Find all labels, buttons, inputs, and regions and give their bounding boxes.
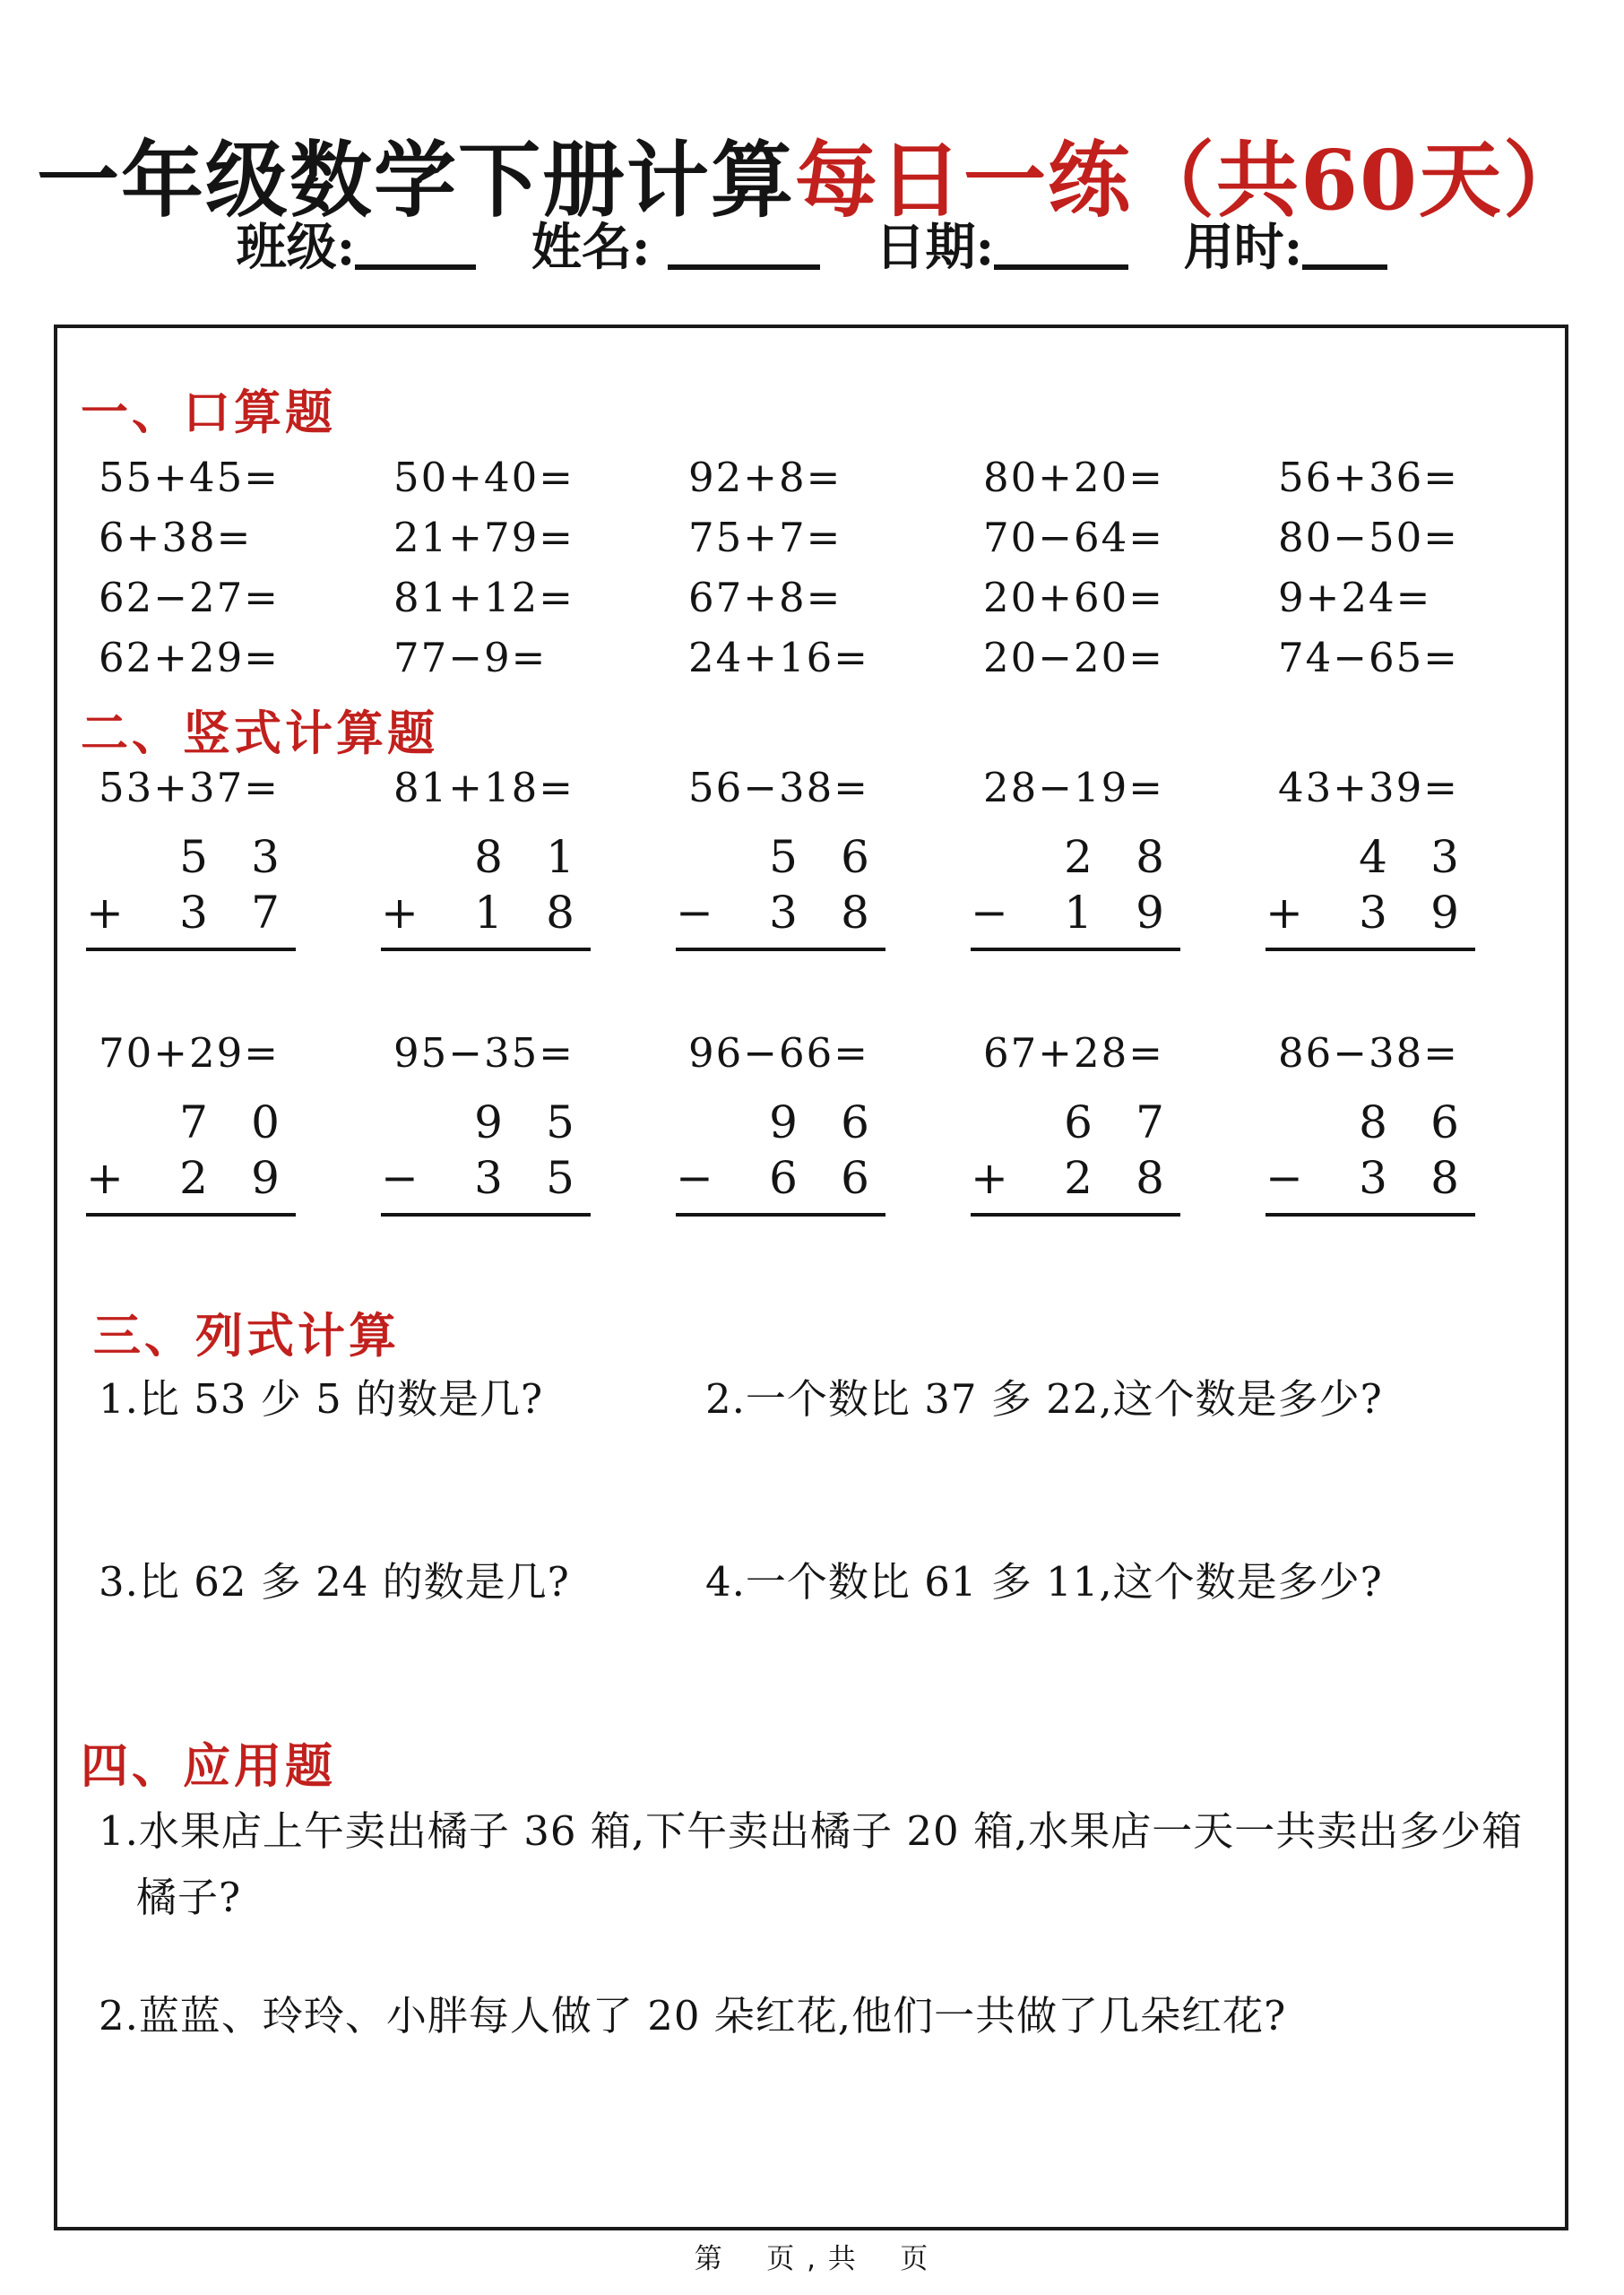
expression-problem: 1.比 53 少 5 的数是几? bbox=[99, 1375, 544, 1423]
stack-digit: 6 bbox=[841, 1152, 869, 1204]
stack-bottom-row bbox=[381, 1152, 596, 1208]
stack-digit: 9 bbox=[251, 1152, 280, 1204]
oral-problem: 21+79= bbox=[393, 514, 574, 561]
stack-bottom-row bbox=[971, 887, 1186, 942]
stack-top-row bbox=[971, 1096, 1186, 1152]
stack-digit: 9 bbox=[1430, 887, 1459, 939]
vertical-problems-row bbox=[86, 764, 1573, 951]
vertical-problem bbox=[676, 1029, 983, 1217]
page-footer: 第 页 , 共 页 bbox=[694, 2243, 930, 2275]
stack-digit: 9 bbox=[769, 1096, 798, 1148]
stack-digit: 3 bbox=[179, 887, 208, 939]
equation-text: 67+28= bbox=[983, 1029, 1164, 1077]
vertical-problem bbox=[1266, 764, 1573, 951]
stack-operator: + bbox=[381, 887, 419, 939]
answer-line[interactable] bbox=[86, 1213, 296, 1217]
answer-line[interactable] bbox=[971, 948, 1180, 951]
stack-digit: 5 bbox=[546, 1152, 574, 1204]
stack-operator: + bbox=[86, 887, 124, 939]
equation-text: 28−19= bbox=[983, 764, 1164, 811]
stack-digit: 4 bbox=[1359, 831, 1387, 883]
section-expression-heading: 三、列式计算 bbox=[93, 1308, 400, 1364]
stack-operator-spacer bbox=[1266, 1096, 1337, 1152]
oral-problem: 92+8= bbox=[688, 454, 842, 501]
application-problem: 2.蓝蓝、玲玲、小胖每人做了 20 朵红花,他们一共做了几朵红花? bbox=[99, 1992, 1287, 2040]
answer-line[interactable] bbox=[1266, 948, 1475, 951]
stack-digit: 8 bbox=[546, 887, 574, 939]
oral-problem: 75+7= bbox=[688, 514, 842, 561]
stack-digit: 2 bbox=[179, 1152, 208, 1204]
stack-top-row bbox=[676, 831, 891, 887]
equation-text: 96−66= bbox=[688, 1029, 869, 1077]
page-title-black: 一年级数学下册计算 bbox=[36, 131, 795, 229]
oral-problem: 74−65= bbox=[1278, 634, 1459, 681]
stack-digit: 6 bbox=[769, 1152, 798, 1204]
stack-top-row bbox=[676, 1096, 891, 1152]
page-title-red: 每日一练（共60天） bbox=[794, 131, 1588, 229]
oral-problem: 20+60= bbox=[983, 574, 1164, 621]
stack-operator-spacer bbox=[971, 831, 1042, 887]
stack-top-row bbox=[1266, 1096, 1481, 1152]
stack-operator: − bbox=[971, 887, 1008, 939]
stack-bottom-row bbox=[86, 1152, 301, 1208]
expression-problem: 4.一个数比 61 多 11,这个数是多少? bbox=[705, 1558, 1383, 1606]
equation-text: 56−38= bbox=[688, 764, 869, 811]
oral-problem: 67+8= bbox=[688, 574, 842, 621]
equation-text: 53+37= bbox=[99, 764, 280, 811]
oral-problem: 20−20= bbox=[983, 634, 1164, 681]
equation-text: 95−35= bbox=[393, 1029, 574, 1077]
stack-digit: 9 bbox=[474, 1096, 503, 1148]
section-vertical-heading: 二、竖式计算题 bbox=[81, 706, 438, 761]
stack-digit: 6 bbox=[841, 1096, 869, 1148]
stack-digit: 6 bbox=[1064, 1096, 1093, 1148]
answer-line[interactable] bbox=[381, 1213, 591, 1217]
stack-operator-spacer bbox=[676, 831, 747, 887]
stack-digit: 6 bbox=[841, 831, 869, 883]
class-label: 班级: bbox=[236, 218, 356, 277]
vertical-problems-row bbox=[86, 1029, 1573, 1217]
oral-problem: 77−9= bbox=[393, 634, 548, 681]
stack-top-row bbox=[381, 1096, 596, 1152]
stack-digit: 7 bbox=[251, 887, 280, 939]
answer-line[interactable] bbox=[381, 948, 591, 951]
stack-operator-spacer bbox=[381, 831, 453, 887]
stack-digit: 8 bbox=[1359, 1096, 1387, 1148]
stack-operator: − bbox=[381, 1152, 419, 1204]
oral-problems-grid bbox=[99, 454, 1573, 694]
vertical-problem bbox=[381, 1029, 688, 1217]
stack-digit: 9 bbox=[1136, 887, 1164, 939]
stack-digit: 8 bbox=[1430, 1152, 1459, 1204]
stack-operator: + bbox=[86, 1152, 124, 1204]
stack-digit: 3 bbox=[1359, 887, 1387, 939]
stack-digit: 2 bbox=[1064, 1152, 1093, 1204]
section-application-heading: 四、应用题 bbox=[81, 1738, 336, 1794]
stack-digit: 3 bbox=[1359, 1152, 1387, 1204]
stack-bottom-row bbox=[971, 1152, 1186, 1208]
oral-problem: 62+29= bbox=[99, 634, 280, 681]
stack-operator-spacer bbox=[86, 1096, 158, 1152]
stack-operator-spacer bbox=[971, 1096, 1042, 1152]
oral-problem: 50+40= bbox=[393, 454, 574, 501]
vertical-problem bbox=[971, 1029, 1278, 1217]
oral-problem: 9+24= bbox=[1278, 574, 1432, 621]
stack-digit: 3 bbox=[474, 1152, 503, 1204]
vertical-problem bbox=[86, 1029, 393, 1217]
stack-top-row bbox=[381, 831, 596, 887]
stack-digit: 1 bbox=[474, 887, 503, 939]
equation-text: 43+39= bbox=[1278, 764, 1459, 811]
stack-digit: 5 bbox=[769, 831, 798, 883]
equation-text: 81+18= bbox=[393, 764, 574, 811]
stack-digit: 6 bbox=[1430, 1096, 1459, 1148]
vertical-problem bbox=[676, 764, 983, 951]
stack-top-row bbox=[1266, 831, 1481, 887]
answer-line[interactable] bbox=[971, 1213, 1180, 1217]
stack-digit: 8 bbox=[1136, 1152, 1164, 1204]
class-blank[interactable] bbox=[355, 220, 476, 270]
answer-line[interactable] bbox=[1266, 1213, 1475, 1217]
stack-digit: 7 bbox=[1136, 1096, 1164, 1148]
date-blank[interactable] bbox=[994, 220, 1128, 270]
stack-digit: 5 bbox=[179, 831, 208, 883]
name-blank[interactable] bbox=[668, 220, 820, 270]
equation-text: 86−38= bbox=[1278, 1029, 1459, 1077]
stack-operator: − bbox=[676, 887, 713, 939]
vertical-problem bbox=[86, 764, 393, 951]
stack-top-row bbox=[86, 831, 301, 887]
equation-text: 70+29= bbox=[99, 1029, 280, 1077]
answer-line[interactable] bbox=[676, 948, 885, 951]
stack-bottom-row bbox=[676, 1152, 891, 1208]
stack-bottom-row bbox=[381, 887, 596, 942]
stack-operator: − bbox=[676, 1152, 713, 1204]
answer-line[interactable] bbox=[86, 948, 296, 951]
stack-digit: 3 bbox=[1430, 831, 1459, 883]
stack-digit: 8 bbox=[1136, 831, 1164, 883]
stack-operator: + bbox=[1266, 887, 1303, 939]
vertical-problem bbox=[971, 764, 1278, 951]
time-label: 用时: bbox=[1183, 218, 1303, 277]
oral-problem: 6+38= bbox=[99, 514, 253, 561]
oral-problem: 24+16= bbox=[688, 634, 869, 681]
oral-problem: 55+45= bbox=[99, 454, 280, 501]
oral-problem: 62−27= bbox=[99, 574, 280, 621]
stack-digit: 3 bbox=[769, 887, 798, 939]
vertical-problem bbox=[1266, 1029, 1573, 1217]
stack-top-row bbox=[971, 831, 1186, 887]
oral-problem: 80−50= bbox=[1278, 514, 1459, 561]
expression-problem: 2.一个数比 37 多 22,这个数是多少? bbox=[705, 1375, 1383, 1423]
date-label: 日期: bbox=[875, 218, 995, 277]
oral-problem: 81+12= bbox=[393, 574, 574, 621]
oral-problem: 70−64= bbox=[983, 514, 1164, 561]
stack-bottom-row bbox=[86, 887, 301, 942]
stack-digit: 1 bbox=[546, 831, 574, 883]
stack-operator-spacer bbox=[1266, 831, 1337, 887]
time-blank[interactable] bbox=[1302, 220, 1387, 270]
stack-bottom-row bbox=[1266, 887, 1481, 942]
stack-top-row bbox=[86, 1096, 301, 1152]
stack-digit: 1 bbox=[1064, 887, 1093, 939]
section-oral-heading: 一、口算题 bbox=[81, 385, 336, 440]
name-label: 姓名: bbox=[531, 218, 651, 277]
stack-operator-spacer bbox=[676, 1096, 747, 1152]
stack-digit: 3 bbox=[251, 831, 280, 883]
stack-digit: 0 bbox=[251, 1096, 280, 1148]
oral-problem: 80+20= bbox=[983, 454, 1164, 501]
stack-operator-spacer bbox=[86, 831, 158, 887]
stack-bottom-row bbox=[676, 887, 891, 942]
answer-line[interactable] bbox=[676, 1213, 885, 1217]
stack-operator: − bbox=[1266, 1152, 1303, 1204]
vertical-problem bbox=[381, 764, 688, 951]
stack-digit: 2 bbox=[1064, 831, 1093, 883]
application-problem: 1.水果店上午卖出橘子 36 箱,下午卖出橘子 20 箱,水果店一天一共卖出多少箱橘子? bbox=[99, 1807, 1524, 1921]
stack-bottom-row bbox=[1266, 1152, 1481, 1208]
stack-digit: 5 bbox=[546, 1096, 574, 1148]
student-info-row bbox=[0, 208, 1624, 280]
stack-operator: + bbox=[971, 1152, 1008, 1204]
worksheet-box bbox=[54, 325, 1568, 2230]
stack-digit: 8 bbox=[474, 831, 503, 883]
expression-problem: 3.比 62 多 24 的数是几? bbox=[99, 1558, 570, 1606]
oral-problem: 56+36= bbox=[1278, 454, 1459, 501]
stack-digit: 8 bbox=[841, 887, 869, 939]
stack-operator-spacer bbox=[381, 1096, 453, 1152]
stack-digit: 7 bbox=[179, 1096, 208, 1148]
